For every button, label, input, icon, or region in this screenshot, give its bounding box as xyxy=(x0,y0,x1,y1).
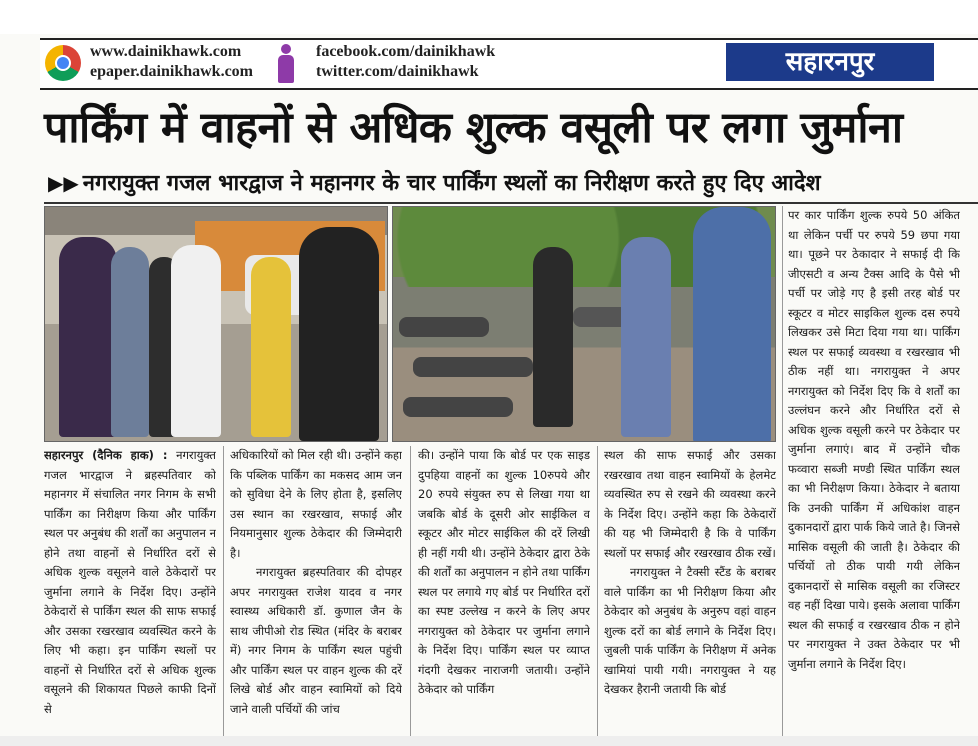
person-figure xyxy=(111,247,149,437)
scooter xyxy=(413,357,533,377)
paragraph: नगरायुक्त ने टैक्सी स्टैंड के बराबर वाले पार्किंग का भी निरीक्षण किया और ठेकेदार को अनुबंध के अनुरुप वहां वाहन शुल्क दरों का बोर्ड लगाने के निर्देश दिए। जुबली पार्क पार्किंग के निरीक्षण में अनेक खामियां पायी गयी। नगरायुक्त ने यह देखकर हैरानी जतायी कि बोर्ड xyxy=(604,565,776,696)
article-column-1 xyxy=(44,446,216,736)
masthead-bar xyxy=(40,38,978,90)
person-figure xyxy=(251,257,291,437)
website-link[interactable]: www.dainikhawk.com xyxy=(90,43,242,60)
double-arrow-icon: ▶▶ xyxy=(48,171,79,195)
subheadline-text: नगरायुक्त गजल भारद्वाज ने महानगर के चार पार्किंग स्थलों का निरीक्षण करते हुए दिए आदेश xyxy=(82,171,821,196)
column-divider xyxy=(597,446,598,736)
divider xyxy=(44,202,978,204)
article-column-2 xyxy=(230,446,402,736)
paragraph: नगरायुक्त ब्रहस्पतिवार की दोपहर अपर नगरायुक्त राजेश यादव व नगर स्वास्थ्य अधिकारी डॉ. कुणाल जैन के साथ जीपीओ रोड स्थित (मंदिर के बराबर में) नगर निगम के पार्किंग स्थल पहुंची और पार्किंग स्थल पर वाहन शुल्क की दरें लिखे बोर्ड और वाहन स्वामियों को दिये जाने वाली पर्चियों की जांच xyxy=(230,565,402,716)
person-figure xyxy=(621,237,671,437)
person-figure xyxy=(171,245,221,437)
paragraph: स्थल की साफ सफाई और उसका रखरखाव तथा वाहन स्वामियों के हेलमेट व्यवस्थित रुप से रखने की व्यवस्था करने के निर्देश दिए। उन्होंने कहा कि ठेकेदारों की यह भी जिम्मेदारी है कि वे पार्किंग स्थलों पर सफाई और रखरखाव ठीक रखें। xyxy=(604,448,776,560)
paragraph: की। उन्होंने पाया कि बोर्ड पर एक साइड दुपहिया वाहनों का शुल्क 10रुपये और 20 रुपये संयुक्त रुप से लिखा गया था जबकि बोर्ड के दूसरी ओर साईकिल व स्कूटर और मोटर साईकिल की दरें लिखी ही नहीं गयी थी। उन्होंने ठेकेदार द्वारा ठेके की शर्तों का अनुपालन न होने तथा पार्किंग स्थल पर लगाये गए बोर्ड पर निर्धारित दरों का स्पष्ट उल्लेख न करने के लिए अपर नगरायुक्त को ठेकेदार पर जुर्माना लगाने के निर्देश दिए। पार्किंग स्थल पर व्याप्त गंदगी देखकर नाराजगी जतायी। उन्होंने ठेकेदार को पार्किंग xyxy=(418,448,590,696)
twitter-link[interactable]: twitter.com/dainikhawk xyxy=(316,63,479,80)
paragraph: अधिकारियों को मिल रही थी। उन्होंने कहा कि पब्लिक पार्किंग का मकसद आम जन को सुविधा देने के लिए होता है, इसलिए उस स्थान का रखरखाव, सफाई और नियमानुसार शुल्क ठेकेदार की जिम्मेदारी है। xyxy=(230,448,402,560)
column-divider xyxy=(223,446,224,736)
subheadline xyxy=(48,168,978,199)
person-figure xyxy=(59,237,117,437)
article-column-3 xyxy=(418,446,590,736)
next-article-edge xyxy=(0,736,978,746)
inspection-photo-2 xyxy=(392,206,776,442)
epaper-link[interactable]: epaper.dainikhawk.com xyxy=(90,63,253,80)
column-divider xyxy=(782,206,783,736)
article-column-4 xyxy=(604,446,776,736)
person-figure xyxy=(693,207,771,442)
facebook-link[interactable]: facebook.com/dainikhawk xyxy=(316,43,496,60)
top-strip xyxy=(0,0,978,34)
chrome-icon xyxy=(45,45,81,81)
person-figure xyxy=(533,247,573,427)
column-divider xyxy=(410,446,411,736)
scooter xyxy=(399,317,489,337)
person-icon xyxy=(276,44,296,84)
scooter xyxy=(403,397,513,417)
dateline: सहारनपुर (दैनिक हाक) : xyxy=(44,448,168,462)
paragraph: नगरायुक्त गजल भारद्वाज ने ब्रहस्पतिवार को महानगर में संचालित नगर निगम के सभी पार्किंग का निरीक्षण किया और पार्किंग स्थल पर अनुबंध की शर्तों का अनुपालन न होने तथा वाहनों से निर्धारित दरों से अधिक शुल्क वसूलने वाले ठेकेदारों पर जुर्माना लगाने के निर्देश दिए। उन्होंने ठेकेदारों से पार्किंग स्थल की साफ सफाई और उसका रखरखाव व्यवस्थित करने के लिए भी कहा। इन पार्किंग स्थलों पर वाहनों से निर्धारित दरों से अधिक शुल्क वसूलने की शिकायत पिछले काफी दिनों से xyxy=(44,448,216,716)
paragraph: पर कार पार्किंग शुल्क रुपये 50 अंकित था लेकिन पर्ची पर रुपये 59 छपा गया था। पूछने पर ठेकादार ने सफाई दी कि जीएसटी व अन्य टैक्स आदि के पैसे भी पर्ची पर जोड़े गए है इसी तरह बोर्ड पर स्कूटर व मोटर साइकिल शुल्क दस रुपये लिखकर उसे मिटा दिया गया था। पार्किंग स्थल पर सफाई व्यवस्था व रखरखाव भी ठीक नहीं था। नगरायुक्त ने अपर नगरायुक्त को निर्देश दिए कि वे शर्तों का उल्लंघन करने और निर्धारित दरों से अधिक शुल्क वसूली करने पर ठेकेदार पर जुर्माना लगाएं। बाद में उन्होंने चौक फव्वारा सब्जी मण्डी स्थित पार्किंग स्थल का भी निरीक्षण किया। ठेकेदार ने बताया कि उनकी पार्किंग में अधिकांश वाहन दुकानदारों द्वारा पार्क किये जाते है। जिनसे मासिक वसूली की जाती है। ठेकेदार की पर्चियों तो ठीक पायी गयी लेकिन दुकानदारों से मासिक वसूली का रजिस्टर वह नहीं दिखा पाये। इसके अलावा पार्किंग स्थल की सफाई व रखरखाव ठीक न होने पर नगरायुक्त ने उक्त ठेकेदार पर भी जुर्माना लगाने के निर्देश दिए। xyxy=(788,208,960,671)
article-column-5 xyxy=(788,206,960,736)
inspection-photo-1 xyxy=(44,206,388,442)
headline: पार्किंग में वाहनों से अधिक शुल्क वसूली पर लगा जुर्माना xyxy=(44,103,903,153)
person-figure xyxy=(299,227,379,441)
city-label: सहारनपुर xyxy=(726,43,934,81)
